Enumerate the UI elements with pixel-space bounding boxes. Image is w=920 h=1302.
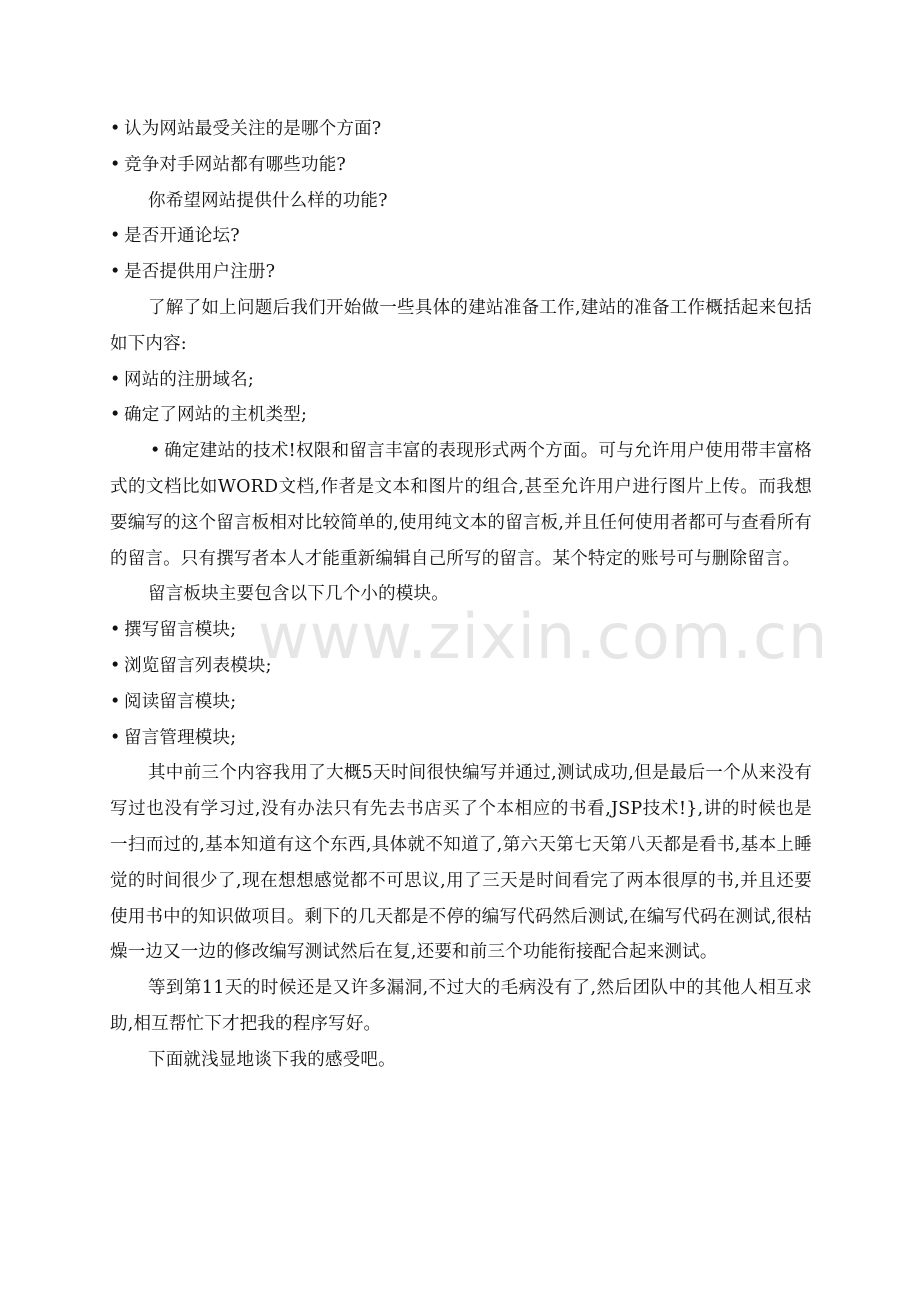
document-body: [110, 112, 812, 1079]
list-item: [110, 685, 812, 721]
bullet-icon: •: [110, 655, 121, 676]
list-item: [110, 148, 812, 184]
list-item-text: 网站的注册域名;: [124, 369, 254, 390]
paragraph: 下面就浅显地谈下我的感受吧。: [148, 1049, 396, 1070]
bullet-icon: •: [110, 369, 121, 390]
list-item-text: 留言管理模块;: [124, 727, 237, 748]
list-item-text: 确定建站的技术!权限和留言丰富的表现形式两个方面。可与允许用户使用带丰富格式的文档比如WORD文档,作者是文本和图片的组合,甚至允许用户进行图片上传。而我想要编写的这个留言板相对比较简单的,使用纯文本的留言板,并且任何使用者都可与查看所有的留言。只有撰写者本人才能重新编辑自己所写的留言。某个特定的账号可与删除留言。: [110, 441, 812, 569]
bullet-icon: •: [110, 226, 121, 247]
list-item-text: 阅读留言模块;: [124, 691, 237, 712]
bullet-icon: •: [110, 262, 121, 283]
list-item: [110, 721, 812, 757]
bullet-icon: •: [150, 441, 161, 462]
bullet-icon: •: [110, 620, 121, 641]
list-item-text: 浏览留言列表模块;: [124, 655, 272, 676]
bullet-icon: •: [110, 119, 121, 139]
paragraph: 等到第11天的时候还是又许多漏洞,不过大的毛病没有了,然后团队中的其他人相互求助,相互帮忙下才把我的程序写好。: [110, 978, 812, 1034]
paragraph: 其中前三个内容我用了大概5天时间很快编写并通过,测试成功,但是最后一个从来没有写过也没有学习过,没有办法只有先去书店买了个本相应的书看,JSP技术!},讲的时候也是一扫而过的,基本知道有这个东西,具体就不知道了,第六天第七天第八天都是看书,基本上睡觉的时间很少了,现在想想感觉都不可思议,用了三天是时间看完了两本很厚的书,并且还要使用书中的知识做项目。剩下的几天都是不停的编写代码然后测试,在编写代码在测试,很枯燥一边又一边的修改编写测试然后在复,还要和前三个功能衔接配合起来测试。: [110, 763, 812, 963]
list-item: [110, 112, 812, 148]
bullet-icon: •: [110, 691, 121, 712]
list-item-text: 确定了网站的主机类型;: [124, 405, 308, 426]
list-item-text: 是否提供用户注册?: [124, 262, 276, 283]
bullet-icon: •: [110, 727, 121, 748]
list-item: [110, 255, 812, 291]
bullet-icon: •: [110, 154, 121, 175]
list-item-text: 竞争对手网站都有哪些功能?: [124, 154, 346, 175]
list-item: [110, 434, 812, 577]
paragraph: 你希望网站提供什么样的功能?: [148, 190, 388, 211]
list-item-text: 认为网站最受关注的是哪个方面?: [124, 119, 382, 139]
paragraph: 了解了如上问题后我们开始做一些具体的建站准备工作,建站的准备工作概括起来包括如下内容:: [110, 297, 812, 354]
watermark-text: www.zixin.com.cn: [258, 600, 829, 673]
list-item: [110, 398, 812, 434]
bullet-icon: •: [110, 405, 121, 426]
paragraph: 留言板块主要包含以下几个小的模块。: [148, 584, 449, 605]
list-item-text: 是否开通论坛?: [124, 226, 240, 247]
list-item-text: 撰写留言模块;: [124, 620, 237, 641]
list-item: [110, 363, 812, 399]
list-item: [110, 219, 812, 255]
